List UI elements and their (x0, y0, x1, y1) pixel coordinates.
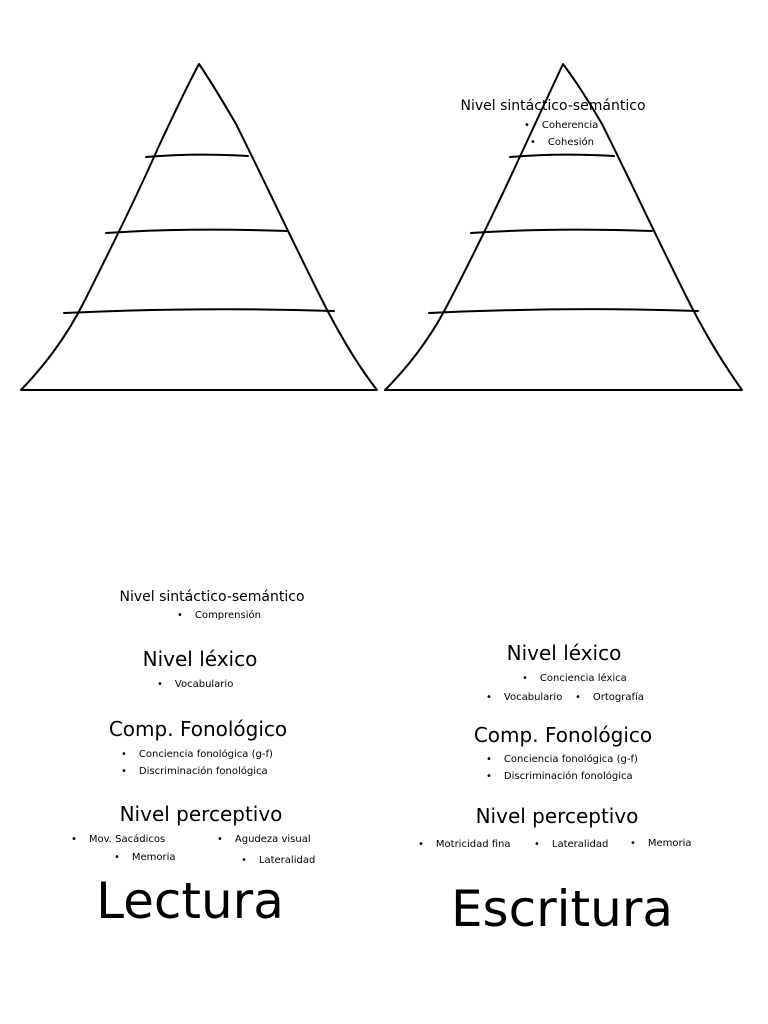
right-pyramid-divider-2 (471, 230, 652, 233)
lectura-item-conciencia-fonologica: • Conciencia fonológica (g-f) (121, 749, 273, 760)
left-pyramid-divider-2 (106, 230, 287, 233)
lectura-item-memoria: • Memoria (114, 852, 176, 863)
lectura-perceptivo-heading: Nivel perceptivo (119, 802, 283, 826)
lectura-sintactico-heading: Nivel sintáctico-semántico (119, 589, 305, 605)
lectura-item-agudeza-visual: • Agudeza visual (217, 834, 311, 845)
left-pyramid (21, 64, 377, 390)
right-pyramid-divider-3 (429, 309, 698, 313)
escritura-lexico-heading: Nivel léxico (506, 641, 622, 665)
escritura-item-conciencia-fonologica: • Conciencia fonológica (g-f) (486, 754, 638, 765)
left-pyramid-divider-1 (146, 155, 248, 157)
escritura-item-motricidad-fina: • Motricidad fina (418, 839, 511, 850)
lectura-item-vocabulario: • Vocabulario (157, 679, 233, 690)
right-pyramid-item-coherencia: • Coherencia (524, 120, 598, 131)
escritura-item-vocabulario: • Vocabulario (486, 692, 562, 703)
escritura-perceptivo-heading: Nivel perceptivo (475, 804, 639, 828)
escritura-item-discriminacion-fonologica: • Discriminación fonológica (486, 771, 633, 782)
right-pyramid-divider-1 (510, 155, 614, 157)
lectura-lexico-heading: Nivel léxico (142, 647, 258, 671)
escritura-title: Escritura (450, 880, 674, 938)
lectura-fonologico-heading: Comp. Fonológico (108, 717, 288, 741)
left-pyramid-outline (21, 64, 377, 390)
lectura-item-lateralidad: • Lateralidad (241, 855, 315, 866)
escritura-fonologico-heading: Comp. Fonológico (473, 723, 653, 747)
pyramids-drawing (0, 0, 768, 400)
lectura-item-comprension: • Comprensión (177, 610, 261, 621)
lectura-item-discriminacion-fonologica: • Discriminación fonológica (121, 766, 268, 777)
escritura-item-memoria: • Memoria (630, 838, 692, 849)
right-pyramid-top-heading: Nivel sintáctico-semántico (460, 98, 646, 114)
lectura-item-mov-sacadicos: • Mov. Sacádicos (71, 834, 165, 845)
lectura-title: Lectura (96, 872, 284, 930)
escritura-item-conciencia-lexica: • Conciencia léxica (522, 673, 627, 684)
escritura-item-ortografia: • Ortografía (575, 692, 644, 703)
right-pyramid-item-cohesion: • Cohesión (530, 137, 594, 148)
left-pyramid-divider-3 (64, 309, 334, 313)
escritura-item-lateralidad: • Lateralidad (534, 839, 608, 850)
